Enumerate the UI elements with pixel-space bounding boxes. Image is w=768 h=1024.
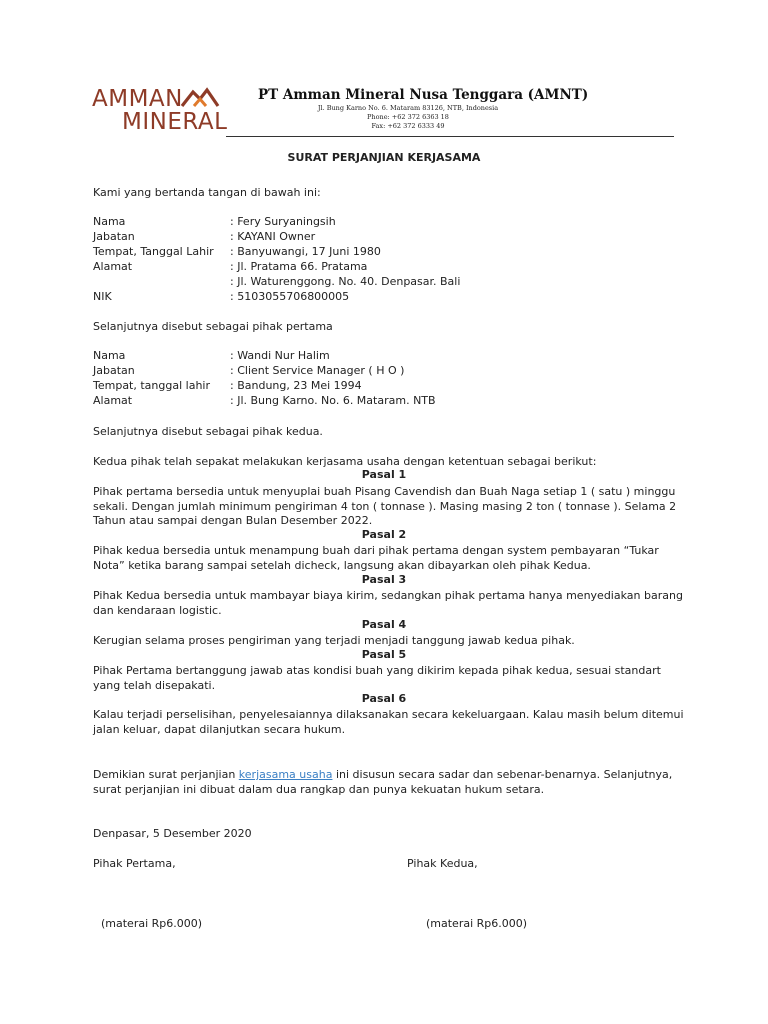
party2-value-birth: : Bandung, 23 Mei 1994: [230, 379, 362, 392]
agreement-intro: Kedua pihak telah sepakat melakukan kerjasama usaha dengan ketentuan sebagai berikut:: [93, 455, 597, 468]
article-5-heading: Pasal 5: [361, 648, 407, 661]
party1-label-name: Nama: [93, 215, 126, 228]
article-6-heading: Pasal 6: [361, 692, 407, 705]
party2-label-address: Alamat: [93, 394, 133, 407]
article-5-line: yang telah disepakati.: [93, 679, 216, 692]
company-phone: Phone: +62 372 6363 18: [367, 113, 449, 121]
mountain-logo-icon: [180, 84, 220, 110]
party2-closing: Selanjutnya disebut sebagai pihak kedua.: [93, 425, 323, 438]
intro-text: Kami yang bertanda tangan di bawah ini:: [93, 186, 321, 199]
article-1-line: Tahun atau sampai dengan Bulan Desember 2022.: [93, 514, 373, 527]
party1-value-birth: : Banyuwangi, 17 Juni 1980: [230, 245, 381, 258]
letterhead-divider: [226, 136, 674, 137]
article-6-line: jalan keluar, dapat dilanjutkan secara hukum.: [93, 723, 346, 736]
party1-label-position: Jabatan: [93, 230, 135, 243]
article-4-line: Kerugian selama proses pengiriman yang terjadi menjadi tanggung jawab kedua pihak.: [93, 634, 575, 647]
closing-text-after-link: ini disusun secara sadar dan sebenar-benarnya. Selanjutnya,: [332, 768, 673, 781]
party1-label-birth: Tempat, Tanggal Lahir: [93, 245, 214, 258]
document-title: SURAT PERJANJIAN KERJASAMA: [287, 151, 481, 164]
article-2-line: Nota” ketika barang sampai setelah dicheck, langsung akan dibayarkan oleh pihak Kedua.: [93, 559, 591, 572]
signature-label-second-party: Pihak Kedua,: [407, 857, 478, 870]
article-3-heading: Pasal 3: [361, 573, 407, 586]
company-fax: Fax: +62 372 6333 49: [371, 122, 445, 130]
company-address: Jl. Bung Karno No. 6. Mataram 83126, NTB, Indonesia: [317, 104, 499, 112]
article-1-line: sekali. Dengan jumlah minimum pengiriman 4 ton ( tonnase ). Masing masing 2 ton ( tonnase ). Selama 2: [93, 500, 677, 513]
party1-value-nik: : 5103055706800005: [230, 290, 350, 303]
closing-line-1: [93, 767, 672, 782]
article-4-heading: Pasal 4: [361, 618, 407, 631]
party1-value-address2: : Jl. Waturenggong. No. 40. Denpasar. Bali: [230, 275, 461, 288]
kerjasama-usaha-link[interactable]: kerjasama usaha: [238, 768, 333, 781]
party2-label-name: Nama: [93, 349, 126, 362]
closing-text-before-link: Demikian surat perjanjian: [93, 768, 239, 781]
article-3-line: Pihak Kedua bersedia untuk mambayar biaya kirim, sedangkan pihak pertama hanya menyediakan barang: [93, 589, 683, 602]
article-1-line: Pihak pertama bersedia untuk menyuplai buah Pisang Cavendish dan Buah Naga setiap 1 ( satu ) minggu: [93, 485, 676, 498]
place-date: Denpasar, 5 Desember 2020: [93, 827, 252, 840]
party2-value-address: : Jl. Bung Karno. No. 6. Mataram. NTB: [230, 394, 436, 407]
party2-value-name: : Wandi Nur Halim: [230, 349, 330, 362]
company-logo: [92, 84, 228, 136]
party1-label-address: Alamat: [93, 260, 133, 273]
logo-word-amman: AMMAN: [92, 86, 183, 112]
company-name: PT Amman Mineral Nusa Tenggara (AMNT): [258, 87, 589, 103]
party2-value-position: : Client Service Manager ( H O ): [230, 364, 405, 377]
party2-label-position: Jabatan: [93, 364, 135, 377]
party1-value-name: : Fery Suryaningsih: [230, 215, 336, 228]
party1-label-nik: NIK: [93, 290, 112, 303]
article-5-line: Pihak Pertama bertanggung jawab atas kondisi buah yang dikirim kepada pihak kedua, sesuai standart: [93, 664, 661, 677]
article-6-line: Kalau terjadi perselisihan, penyelesaiannya dilaksanakan secara kekeluargaan. Kalau masih belum ditemui: [93, 708, 684, 721]
logo-word-mineral: MINERAL: [122, 109, 228, 135]
party1-value-address: : Jl. Pratama 66. Pratama: [230, 260, 368, 273]
party1-value-position: : KAYANI Owner: [230, 230, 316, 243]
stamp-duty-second-party: (materai Rp6.000): [426, 917, 528, 930]
closing-line-2: surat perjanjian ini dibuat dalam dua rangkap dan punya kekuatan hukum setara.: [93, 783, 545, 796]
signature-label-first-party: Pihak Pertama,: [93, 857, 176, 870]
article-1-heading: Pasal 1: [361, 468, 407, 481]
article-2-line: Pihak kedua bersedia untuk menampung buah dari pihak pertama dengan system pembayaran “Tukar: [93, 544, 659, 557]
article-2-heading: Pasal 2: [361, 528, 407, 541]
stamp-duty-first-party: (materai Rp6.000): [101, 917, 203, 930]
party1-closing: Selanjutnya disebut sebagai pihak pertama: [93, 320, 333, 333]
party2-label-birth: Tempat, tanggal lahir: [93, 379, 210, 392]
article-3-line: dan kendaraan logistic.: [93, 604, 222, 617]
